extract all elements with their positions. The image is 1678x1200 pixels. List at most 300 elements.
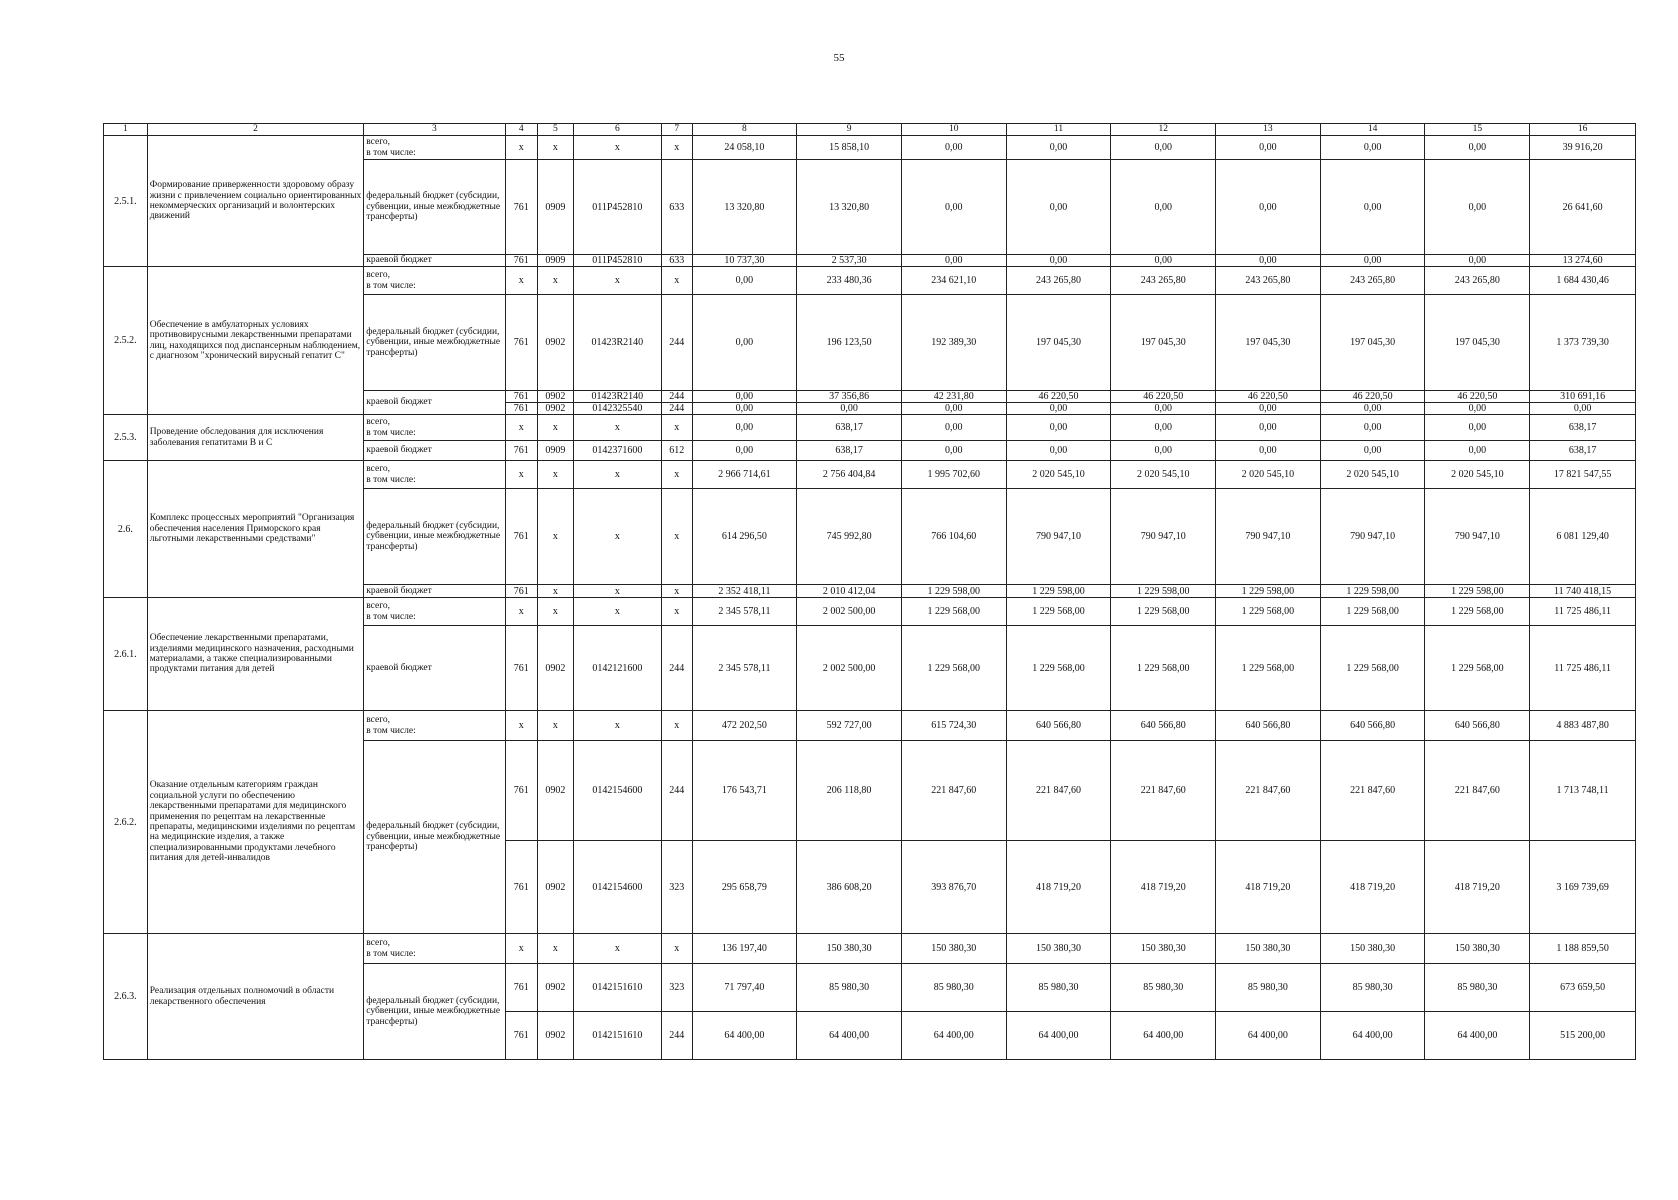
section-code: x [538,934,574,964]
table-row [104,136,1636,160]
amount-cell: 790 947,10 [1111,489,1216,585]
target-article-code: x [573,267,661,295]
section-code: 0909 [538,441,574,461]
amount-cell: 638,17 [1530,415,1636,441]
amount-cell: 85 980,30 [1320,964,1425,1012]
amount-cell: 243 265,80 [1006,267,1111,295]
funding-source: федеральный бюджет (субсидии, субвенции, иные межбюджетные трансферты) [364,964,505,1060]
amount-cell: 1 229 568,00 [1111,626,1216,711]
amount-cell: 85 980,30 [1111,964,1216,1012]
amount-cell: 13 320,80 [797,160,902,255]
table-row [104,934,1636,964]
budget-table [103,123,1636,1060]
amount-cell: 0,00 [1216,403,1321,415]
section-code: x [538,415,574,441]
amount-cell: 197 045,30 [1425,295,1530,391]
column-number: 8 [692,124,797,136]
measure-name: Комплекс процессных мероприятий "Организация обеспечения населения Приморского края льготными лекарственными средствами" [147,461,364,598]
grbs-code: 761 [505,391,538,403]
amount-cell: 221 847,60 [1111,741,1216,841]
section-code: x [538,489,574,585]
expense-type-code: 612 [662,441,692,461]
target-article-code: 0142154600 [573,841,661,934]
column-number: 13 [1216,124,1321,136]
amount-cell: 64 400,00 [692,1012,797,1060]
amount-cell: 418 719,20 [1320,841,1425,934]
funding-source: всего, в том числе: [364,267,505,295]
grbs-code: 761 [505,441,538,461]
amount-cell: 150 380,30 [1320,934,1425,964]
section-code: x [538,711,574,741]
amount-cell: 2 002 500,00 [797,626,902,711]
amount-cell: 0,00 [1216,415,1321,441]
amount-cell: 0,00 [1111,403,1216,415]
amount-cell: 638,17 [797,441,902,461]
amount-cell: 1 229 568,00 [1111,598,1216,626]
column-number: 9 [797,124,902,136]
amount-cell: 0,00 [692,415,797,441]
amount-cell: 243 265,80 [1216,267,1321,295]
grbs-code: 761 [505,255,538,267]
amount-cell: 13 274,60 [1530,255,1636,267]
amount-cell: 0,00 [1111,160,1216,255]
amount-cell: 10 737,30 [692,255,797,267]
amount-cell: 0,00 [1216,441,1321,461]
amount-cell: 386 608,20 [797,841,902,934]
amount-cell: 85 980,30 [1006,964,1111,1012]
grbs-code: 761 [505,489,538,585]
expense-type-code: x [662,136,692,160]
amount-cell: 1 229 568,00 [1320,626,1425,711]
amount-cell: 0,00 [1216,136,1321,160]
section-code: x [538,598,574,626]
amount-cell: 11 725 486,11 [1530,626,1636,711]
funding-source: краевой бюджет [364,391,505,415]
amount-cell: 1 229 598,00 [1006,585,1111,598]
amount-cell: 11 740 418,15 [1530,585,1636,598]
funding-source: всего, в том числе: [364,415,505,441]
amount-cell: 150 380,30 [797,934,902,964]
amount-cell: 0,00 [1006,403,1111,415]
target-article-code: x [573,415,661,441]
amount-cell: 0,00 [1425,403,1530,415]
amount-cell: 150 380,30 [1216,934,1321,964]
expense-type-code: x [662,461,692,489]
expense-type-code: x [662,711,692,741]
amount-cell: 192 389,30 [901,295,1006,391]
amount-cell: 0,00 [1216,160,1321,255]
amount-cell: 2 966 714,61 [692,461,797,489]
amount-cell: 1 229 568,00 [1006,626,1111,711]
section-code: x [538,267,574,295]
amount-cell: 24 058,10 [692,136,797,160]
amount-cell: 2 010 412,04 [797,585,902,598]
amount-cell: 2 345 578,11 [692,626,797,711]
grbs-code: 761 [505,1012,538,1060]
target-article-code: 0142371600 [573,441,661,461]
target-article-code: x [573,489,661,585]
column-number: 4 [505,124,538,136]
amount-cell: 1 229 598,00 [1216,585,1321,598]
amount-cell: 0,00 [1006,136,1111,160]
amount-cell: 1 229 568,00 [1320,598,1425,626]
column-number: 16 [1530,124,1636,136]
amount-cell: 2 345 578,11 [692,598,797,626]
amount-cell: 640 566,80 [1425,711,1530,741]
amount-cell: 46 220,50 [1006,391,1111,403]
amount-cell: 0,00 [901,415,1006,441]
amount-cell: 243 265,80 [1320,267,1425,295]
funding-source: краевой бюджет [364,441,505,461]
target-article-code: x [573,136,661,160]
amount-cell: 13 320,80 [692,160,797,255]
row-number: 2.5.1. [104,136,148,267]
amount-cell: 0,00 [901,160,1006,255]
amount-cell: 150 380,30 [901,934,1006,964]
amount-cell: 197 045,30 [1111,295,1216,391]
section-code: 0902 [538,964,574,1012]
funding-source: всего, в том числе: [364,934,505,964]
grbs-code: x [505,136,538,160]
amount-cell: 1 229 568,00 [1216,598,1321,626]
amount-cell: 0,00 [1425,415,1530,441]
amount-cell: 221 847,60 [1216,741,1321,841]
amount-cell: 15 858,10 [797,136,902,160]
amount-cell: 0,00 [1006,415,1111,441]
amount-cell: 0,00 [1320,441,1425,461]
amount-cell: 64 400,00 [797,1012,902,1060]
amount-cell: 640 566,80 [1111,711,1216,741]
row-number: 2.5.3. [104,415,148,461]
expense-type-code: 633 [662,255,692,267]
expense-type-code: x [662,585,692,598]
funding-source: федеральный бюджет (субсидии, субвенции, иные межбюджетные трансферты) [364,160,505,255]
funding-source: всего, в том числе: [364,598,505,626]
amount-cell: 176 543,71 [692,741,797,841]
amount-cell: 393 876,70 [901,841,1006,934]
grbs-code: 761 [505,964,538,1012]
amount-cell: 11 725 486,11 [1530,598,1636,626]
row-number: 2.6.1. [104,598,148,711]
measure-name: Обеспечение лекарственными препаратами, изделиями медицинского назначения, расходными материалами, а также специализированными продуктами питания для детей [147,598,364,711]
amount-cell: 790 947,10 [1320,489,1425,585]
section-code: x [538,585,574,598]
target-article-code: x [573,711,661,741]
target-article-code: 011P452810 [573,160,661,255]
amount-cell: 2 537,30 [797,255,902,267]
amount-cell: 0,00 [1530,403,1636,415]
amount-cell: 64 400,00 [1320,1012,1425,1060]
amount-cell: 790 947,10 [1425,489,1530,585]
amount-cell: 640 566,80 [1320,711,1425,741]
amount-cell: 46 220,50 [1216,391,1321,403]
amount-cell: 515 200,00 [1530,1012,1636,1060]
amount-cell: 2 020 545,10 [1006,461,1111,489]
amount-cell: 0,00 [692,391,797,403]
amount-cell: 1 995 702,60 [901,461,1006,489]
amount-cell: 592 727,00 [797,711,902,741]
amount-cell: 0,00 [1111,415,1216,441]
amount-cell: 2 352 418,11 [692,585,797,598]
amount-cell: 310 691,16 [1530,391,1636,403]
table-row [104,461,1636,489]
funding-source: краевой бюджет [364,585,505,598]
amount-cell: 0,00 [1320,136,1425,160]
amount-cell: 2 020 545,10 [1216,461,1321,489]
target-article-code: 011P452810 [573,255,661,267]
target-article-code: 0142121600 [573,626,661,711]
amount-cell: 1 684 430,46 [1530,267,1636,295]
expense-type-code: 244 [662,295,692,391]
section-code: 0902 [538,403,574,415]
expense-type-code: 244 [662,741,692,841]
measure-name: Оказание отдельным категориям граждан социальной услуги по обеспечению лекарственными препаратами для медицинского применения по рецептам на лекарственные препараты, медицинскими изделиями по рецептам на медицинские изделия, а также специализированными продуктами лечебного питания для детей-инвалидов [147,711,364,934]
header-row [104,124,1636,136]
amount-cell: 0,00 [1425,441,1530,461]
amount-cell: 71 797,40 [692,964,797,1012]
amount-cell: 2 020 545,10 [1320,461,1425,489]
amount-cell: 64 400,00 [901,1012,1006,1060]
target-article-code: 0142151610 [573,1012,661,1060]
expense-type-code: x [662,598,692,626]
grbs-code: x [505,461,538,489]
amount-cell: 221 847,60 [1006,741,1111,841]
amount-cell: 85 980,30 [1425,964,1530,1012]
amount-cell: 0,00 [1006,160,1111,255]
amount-cell: 1 229 598,00 [1425,585,1530,598]
amount-cell: 0,00 [692,267,797,295]
amount-cell: 0,00 [1320,160,1425,255]
amount-cell: 0,00 [901,403,1006,415]
amount-cell: 0,00 [1425,136,1530,160]
amount-cell: 0,00 [692,403,797,415]
grbs-code: 761 [505,160,538,255]
column-number: 6 [573,124,661,136]
expense-type-code: x [662,489,692,585]
amount-cell: 418 719,20 [1216,841,1321,934]
expense-type-code: 633 [662,160,692,255]
amount-cell: 233 480,36 [797,267,902,295]
measure-name: Реализация отдельных полномочий в области лекарственного обеспечения [147,934,364,1060]
amount-cell: 150 380,30 [1425,934,1530,964]
grbs-code: 761 [505,626,538,711]
amount-cell: 85 980,30 [901,964,1006,1012]
grbs-code: x [505,415,538,441]
section-code: x [538,136,574,160]
amount-cell: 638,17 [797,415,902,441]
funding-source: федеральный бюджет (субсидии, субвенции, иные межбюджетные трансферты) [364,489,505,585]
amount-cell: 221 847,60 [1320,741,1425,841]
amount-cell: 1 229 568,00 [901,598,1006,626]
amount-cell: 1 229 568,00 [1216,626,1321,711]
funding-source: всего, в том числе: [364,711,505,741]
grbs-code: x [505,934,538,964]
target-article-code: 01423R2140 [573,295,661,391]
amount-cell: 0,00 [1320,255,1425,267]
amount-cell: 46 220,50 [1425,391,1530,403]
funding-source: краевой бюджет [364,626,505,711]
amount-cell: 790 947,10 [1216,489,1321,585]
target-article-code: x [573,585,661,598]
amount-cell: 1 229 598,00 [901,585,1006,598]
target-article-code: x [573,598,661,626]
amount-cell: 1 373 739,30 [1530,295,1636,391]
section-code: 0902 [538,1012,574,1060]
amount-cell: 745 992,80 [797,489,902,585]
amount-cell: 614 296,50 [692,489,797,585]
amount-cell: 197 045,30 [1320,295,1425,391]
amount-cell: 1 713 748,11 [1530,741,1636,841]
target-article-code: 0142325540 [573,403,661,415]
column-number: 1 [104,124,148,136]
amount-cell: 2 002 500,00 [797,598,902,626]
amount-cell: 85 980,30 [797,964,902,1012]
funding-source: всего, в том числе: [364,136,505,160]
column-number: 15 [1425,124,1530,136]
amount-cell: 243 265,80 [1425,267,1530,295]
column-number: 7 [662,124,692,136]
amount-cell: 295 658,79 [692,841,797,934]
amount-cell: 64 400,00 [1111,1012,1216,1060]
funding-source: краевой бюджет [364,255,505,267]
row-number: 2.6. [104,461,148,598]
grbs-code: 761 [505,295,538,391]
section-code: 0909 [538,255,574,267]
amount-cell: 673 659,50 [1530,964,1636,1012]
amount-cell: 26 641,60 [1530,160,1636,255]
page-number: 55 [833,52,845,64]
row-number: 2.6.2. [104,711,148,934]
amount-cell: 0,00 [1006,255,1111,267]
grbs-code: x [505,598,538,626]
funding-source: всего, в том числе: [364,461,505,489]
target-article-code: 01423R2140 [573,391,661,403]
section-code: 0909 [538,160,574,255]
row-number: 2.6.3. [104,934,148,1060]
amount-cell: 150 380,30 [1006,934,1111,964]
column-number: 11 [1006,124,1111,136]
expense-type-code: 323 [662,964,692,1012]
target-article-code: x [573,461,661,489]
expense-type-code: 244 [662,403,692,415]
section-code: 0902 [538,295,574,391]
table-row [104,711,1636,741]
measure-name: Проведение обследования для исключения заболевания гепатитами В и С [147,415,364,461]
amount-cell: 17 821 547,55 [1530,461,1636,489]
expense-type-code: 244 [662,391,692,403]
column-number: 14 [1320,124,1425,136]
grbs-code: 761 [505,403,538,415]
amount-cell: 0,00 [1111,136,1216,160]
amount-cell: 0,00 [901,255,1006,267]
grbs-code: x [505,267,538,295]
amount-cell: 1 188 859,50 [1530,934,1636,964]
amount-cell: 0,00 [692,295,797,391]
amount-cell: 0,00 [1425,160,1530,255]
table-row [104,267,1636,295]
amount-cell: 0,00 [1111,255,1216,267]
amount-cell: 196 123,50 [797,295,902,391]
amount-cell: 243 265,80 [1111,267,1216,295]
amount-cell: 472 202,50 [692,711,797,741]
amount-cell: 46 220,50 [1111,391,1216,403]
amount-cell: 0,00 [901,136,1006,160]
target-article-code: 0142151610 [573,964,661,1012]
amount-cell: 37 356,86 [797,391,902,403]
section-code: x [538,461,574,489]
column-number: 3 [364,124,505,136]
expense-type-code: 323 [662,841,692,934]
funding-source: федеральный бюджет (субсидии, субвенции, иные межбюджетные трансферты) [364,295,505,391]
column-number: 2 [147,124,364,136]
amount-cell: 0,00 [692,441,797,461]
amount-cell: 234 621,10 [901,267,1006,295]
section-code: 0902 [538,626,574,711]
grbs-code: 761 [505,841,538,934]
amount-cell: 0,00 [1425,255,1530,267]
column-number: 12 [1111,124,1216,136]
table-row [104,598,1636,626]
amount-cell: 0,00 [1216,255,1321,267]
section-code: 0902 [538,741,574,841]
amount-cell: 1 229 568,00 [1425,626,1530,711]
amount-cell: 6 081 129,40 [1530,489,1636,585]
amount-cell: 615 724,30 [901,711,1006,741]
target-article-code: 0142154600 [573,741,661,841]
amount-cell: 0,00 [1006,441,1111,461]
expense-type-code: 244 [662,626,692,711]
expense-type-code: 244 [662,1012,692,1060]
amount-cell: 0,00 [1320,403,1425,415]
amount-cell: 2 020 545,10 [1425,461,1530,489]
amount-cell: 64 400,00 [1216,1012,1321,1060]
amount-cell: 1 229 598,00 [1320,585,1425,598]
amount-cell: 46 220,50 [1320,391,1425,403]
amount-cell: 0,00 [797,403,902,415]
column-number: 10 [901,124,1006,136]
amount-cell: 150 380,30 [1111,934,1216,964]
amount-cell: 418 719,20 [1006,841,1111,934]
expense-type-code: x [662,934,692,964]
amount-cell: 640 566,80 [1216,711,1321,741]
amount-cell: 221 847,60 [901,741,1006,841]
section-code: 0902 [538,841,574,934]
amount-cell: 638,17 [1530,441,1636,461]
amount-cell: 197 045,30 [1006,295,1111,391]
expense-type-code: x [662,415,692,441]
amount-cell: 39 916,20 [1530,136,1636,160]
expense-type-code: x [662,267,692,295]
amount-cell: 1 229 598,00 [1111,585,1216,598]
measure-name: Формирование приверженности здоровому образу жизни с привлечением социально ориентированных некоммерческих организаций и волонтерских движений [147,136,364,267]
amount-cell: 1 229 568,00 [1425,598,1530,626]
funding-source: федеральный бюджет (субсидии, субвенции, иные межбюджетные трансферты) [364,741,505,934]
amount-cell: 418 719,20 [1425,841,1530,934]
amount-cell: 790 947,10 [1006,489,1111,585]
amount-cell: 64 400,00 [1006,1012,1111,1060]
amount-cell: 1 229 568,00 [901,626,1006,711]
amount-cell: 2 020 545,10 [1111,461,1216,489]
grbs-code: 761 [505,585,538,598]
column-number: 5 [538,124,574,136]
amount-cell: 0,00 [1320,415,1425,441]
amount-cell: 221 847,60 [1425,741,1530,841]
amount-cell: 4 883 487,80 [1530,711,1636,741]
table-row [104,415,1636,441]
amount-cell: 2 756 404,84 [797,461,902,489]
amount-cell: 0,00 [1111,441,1216,461]
amount-cell: 418 719,20 [1111,841,1216,934]
